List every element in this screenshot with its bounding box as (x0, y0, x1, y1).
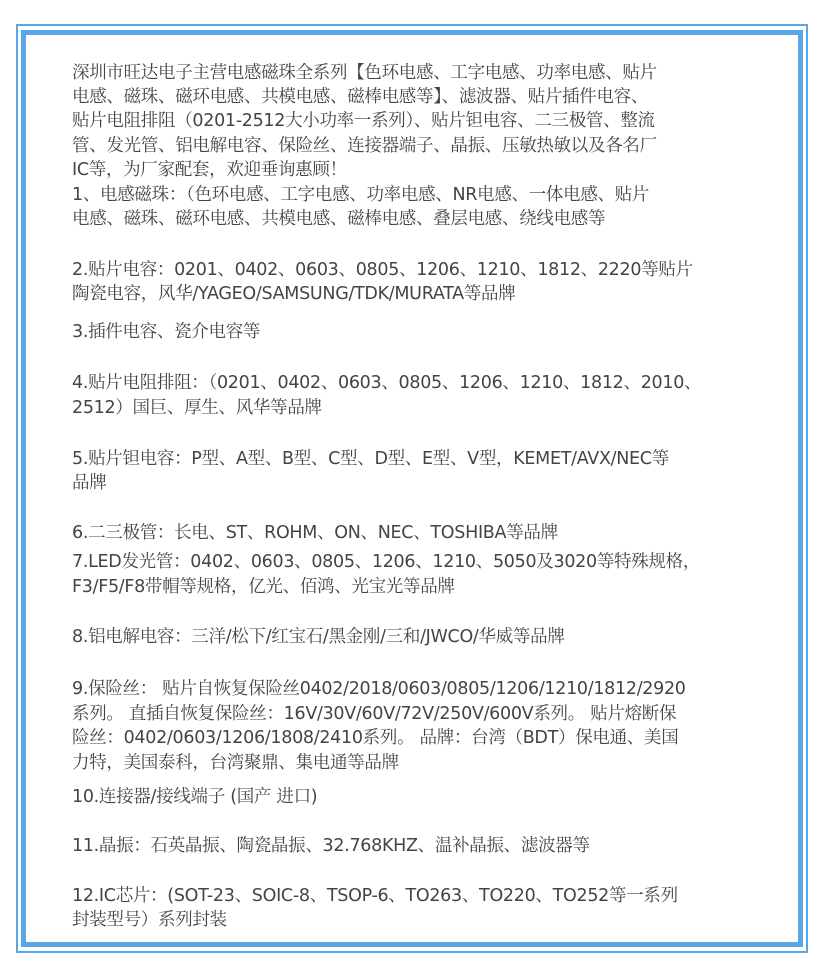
text-line: 12.IC芯片：(SOT-23、SOIC-8、TSOP-6、TO263、TO220、TO252等一系列 (72, 886, 678, 906)
text-line: 品牌 (72, 473, 107, 493)
text-line: 管、发光管、铝电解电容、保险丝、连接器端子、晶振、压敏热敏以及各名厂 (72, 136, 657, 156)
text-line: 深圳市旺达电子主营电感磁珠全系列【色环电感、工字电感、功率电感、贴片 (72, 63, 657, 83)
text-line: 系列。 直插自恢复保险丝：16V/30V/60V/72V/250V/600V系列。 贴片熔断保 (72, 704, 677, 724)
text-line: 封装型号）系列封装 (72, 910, 227, 930)
text-line: 4.贴片电阻排阻：（0201、0402、0603、0805、1206、1210、1812、2010、 (72, 373, 702, 393)
text-line: 8.铝电解电容：三洋/松下/红宝石/黑金刚/三和/JWCO/华威等品牌 (72, 627, 565, 647)
text-line: 电感、磁珠、磁环电感、共模电感、磁棒电感、叠层电感、绕线电感等 (72, 209, 606, 229)
text-line: 3.插件电容、瓷介电容等 (72, 322, 261, 342)
text-line: 7.LED发光管：0402、0603、0805、1206、1210、5050及3020等特殊规格， (72, 552, 701, 572)
text-line: 贴片电阻排阻（0201-2512大小功率一系列）、贴片钽电容、二三极管、整流 (72, 111, 655, 131)
text-line: IC等，为厂家配套，欢迎垂询惠顾！ (72, 160, 347, 180)
text-line: 陶瓷电容，风华/YAGEO/SAMSUNG/TDK/MURATA等品牌 (72, 284, 516, 304)
text-line: 1、电感磁珠：（色环电感、工字电感、功率电感、NR电感、一体电感、贴片 (72, 185, 650, 205)
text-line: 5.贴片钽电容：P型、A型、B型、C型、D型、E型、V型，KEMET/AVX/NEC等 (72, 449, 669, 469)
text-line: 9.保险丝： 贴片自恢复保险丝0402/2018/0603/0805/1206/1210/1812/2920 (72, 679, 686, 699)
text-line: F3/F5/F8带帽等规格，亿光、佰鸿、光宝光等品牌 (72, 577, 455, 597)
text-line: 险丝：0402/0603/1206/1808/2410系列。 品牌：台湾（BDT）保电通、美国 (72, 728, 679, 748)
text-line: 2512）国巨、厚生、风华等品牌 (72, 398, 322, 418)
text-line: 2.贴片电容：0201、0402、0603、0805、1206、1210、1812、2220等贴片 (72, 260, 693, 280)
text-line: 11.晶振：石英晶振、陶瓷晶振、32.768KHZ、温补晶振、滤波器等 (72, 836, 590, 856)
text-line: 电感、磁珠、磁环电感、共模电感、磁棒电感等】、滤波器、贴片插件电容、 (72, 87, 649, 107)
text-line: 6.二三极管：长电、ST、ROHM、ON、NEC、TOSHIBA等品牌 (72, 523, 558, 543)
text-line: 10.连接器/接线端子 (国产 进口) (72, 787, 318, 807)
text-line: 力特，美国泰科，台湾聚鼎、集电通等品牌 (72, 753, 399, 773)
